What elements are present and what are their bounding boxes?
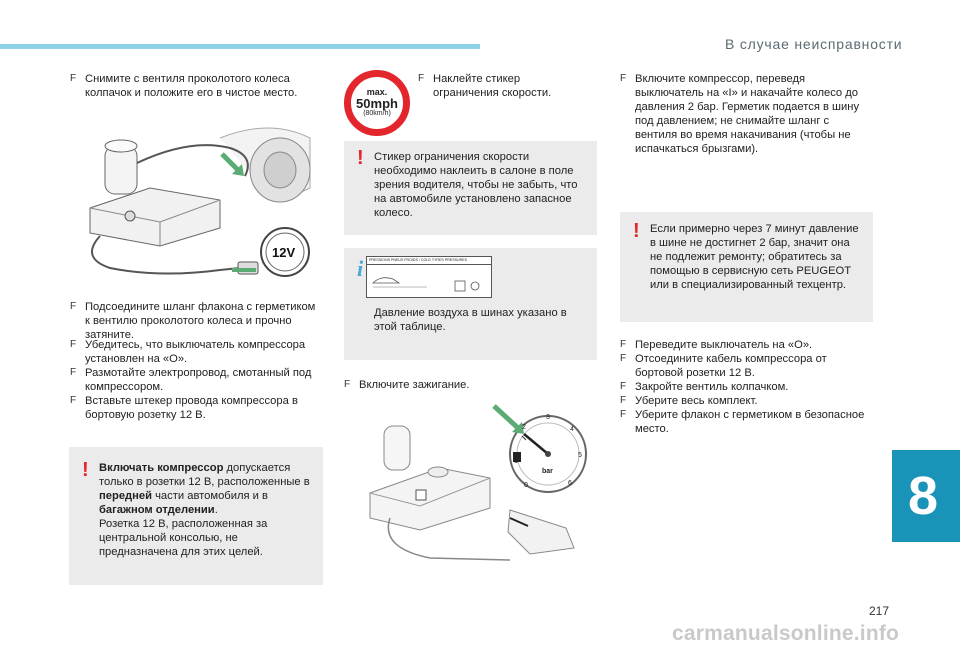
col2-warning-note xyxy=(344,141,597,235)
col3-step2: F Переведите выключатель на «O». xyxy=(620,338,874,352)
warning-icon: ! xyxy=(357,147,364,169)
gauge-tick-1: 1 xyxy=(514,458,518,465)
sticker-max-text: max. xyxy=(366,87,388,97)
socket-12v-label: 12V xyxy=(272,245,296,260)
col3-step4: F Закройте вентиль колпачком. xyxy=(620,380,874,394)
gauge-tick-3: 3 xyxy=(546,414,550,421)
col3-step5: F Уберите весь комплект. xyxy=(620,394,874,408)
tyre-pressure-label-graphic xyxy=(367,265,491,299)
speed-limit-sticker xyxy=(344,70,410,136)
col1-warning-text: Включать компрессор допускается только в розетки 12 В, расположенные в передней части автомобиля и в багажном отделении. Розетка 12 В, расположенная за центральной консолью, не предназначена для этих целей. xyxy=(99,462,310,558)
section-title: В случае неисправности xyxy=(725,36,903,52)
warning-icon: ! xyxy=(82,459,89,481)
col2-step2: F Включите зажигание. xyxy=(344,378,594,392)
col3-warning-note xyxy=(620,212,873,322)
gauge-tick-2: 2 xyxy=(522,424,526,431)
col1-step4: F Размотайте электропровод, смотанный под компрессором. xyxy=(70,366,322,394)
compressor-connection-figure xyxy=(70,118,322,296)
col3-steps-list xyxy=(620,338,874,436)
page-number: 217 xyxy=(869,604,890,618)
chapter-tab: 8 xyxy=(892,450,960,542)
col2-step1: F Наклейте стикер ограничения скорости. xyxy=(418,72,588,100)
gauge-tick-4: 4 xyxy=(570,426,574,433)
gauge-tick-6: 6 xyxy=(568,480,572,487)
col3-warning-text: Если примерно через 7 минут давление в шине не достигнет 2 бар, значит она не подлежит ремонту; обратитесь за помощью в сервисную сеть PEUGEOT или в специализированный техцентр. xyxy=(650,223,859,291)
col1-warning-note xyxy=(69,447,323,585)
info-icon: i xyxy=(357,256,364,281)
compressor-illustration xyxy=(70,118,322,296)
col2-info-note xyxy=(344,248,597,360)
watermark: carmanualsonline.info xyxy=(672,622,900,645)
col2-warning-text: Стикер ограничения скорости необходимо наклеить в салоне в поле зрения водителя, чтобы не забыть, что на автомобиле установлено запасное колесо. xyxy=(374,151,578,219)
gauge-tick-5: 5 xyxy=(578,452,582,459)
col3-step1: F Включите компрессор, переведя выключатель на «I» и накачайте колесо до давления 2 бар. Герметик подается в шину под давлением; не снимайте шланг с вентиля во время накачивания (чтобы не испачкаться брызгами). xyxy=(620,72,874,156)
col1-step2: F Подсоедините шланг флакона с герметиком к вентилю проколотого колеса и прочно затяните. xyxy=(70,300,322,342)
header-accent-bar xyxy=(0,44,480,49)
sticker-speed-text: 50mph xyxy=(356,96,398,111)
gauge-unit: bar xyxy=(542,468,553,475)
col3-step3: F Отсоедините кабель компрессора от бортовой розетки 12 В. xyxy=(620,352,874,380)
sticker-kmh-text: (80km/h) xyxy=(363,110,391,117)
col3-step6: F Уберите флакон с герметиком в безопасное место. xyxy=(620,408,874,436)
gauge-illustration xyxy=(360,398,600,570)
warning-icon: ! xyxy=(633,220,640,242)
col1-step5: F Вставьте штекер провода компрессора в бортовую розетку 12 В. xyxy=(70,394,322,422)
gauge-tick-0: 0 xyxy=(524,482,528,489)
col2-info-text: Давление воздуха в шинах указано в этой таблице. xyxy=(374,307,567,333)
gauge-compressor-figure xyxy=(360,398,600,570)
col1-steps-list xyxy=(70,338,322,422)
tyre-pressure-label-title: PRESSIONS PNEUS FROIDS / COLD TYRES PRESSURES xyxy=(367,257,491,265)
tyre-pressure-label xyxy=(366,256,492,298)
col1-step3: F Убедитесь, что выключатель компрессора установлен на «O». xyxy=(70,338,322,366)
col1-step1: F Снимите с вентиля проколотого колеса колпачок и положите его в чистое место. xyxy=(70,72,320,100)
